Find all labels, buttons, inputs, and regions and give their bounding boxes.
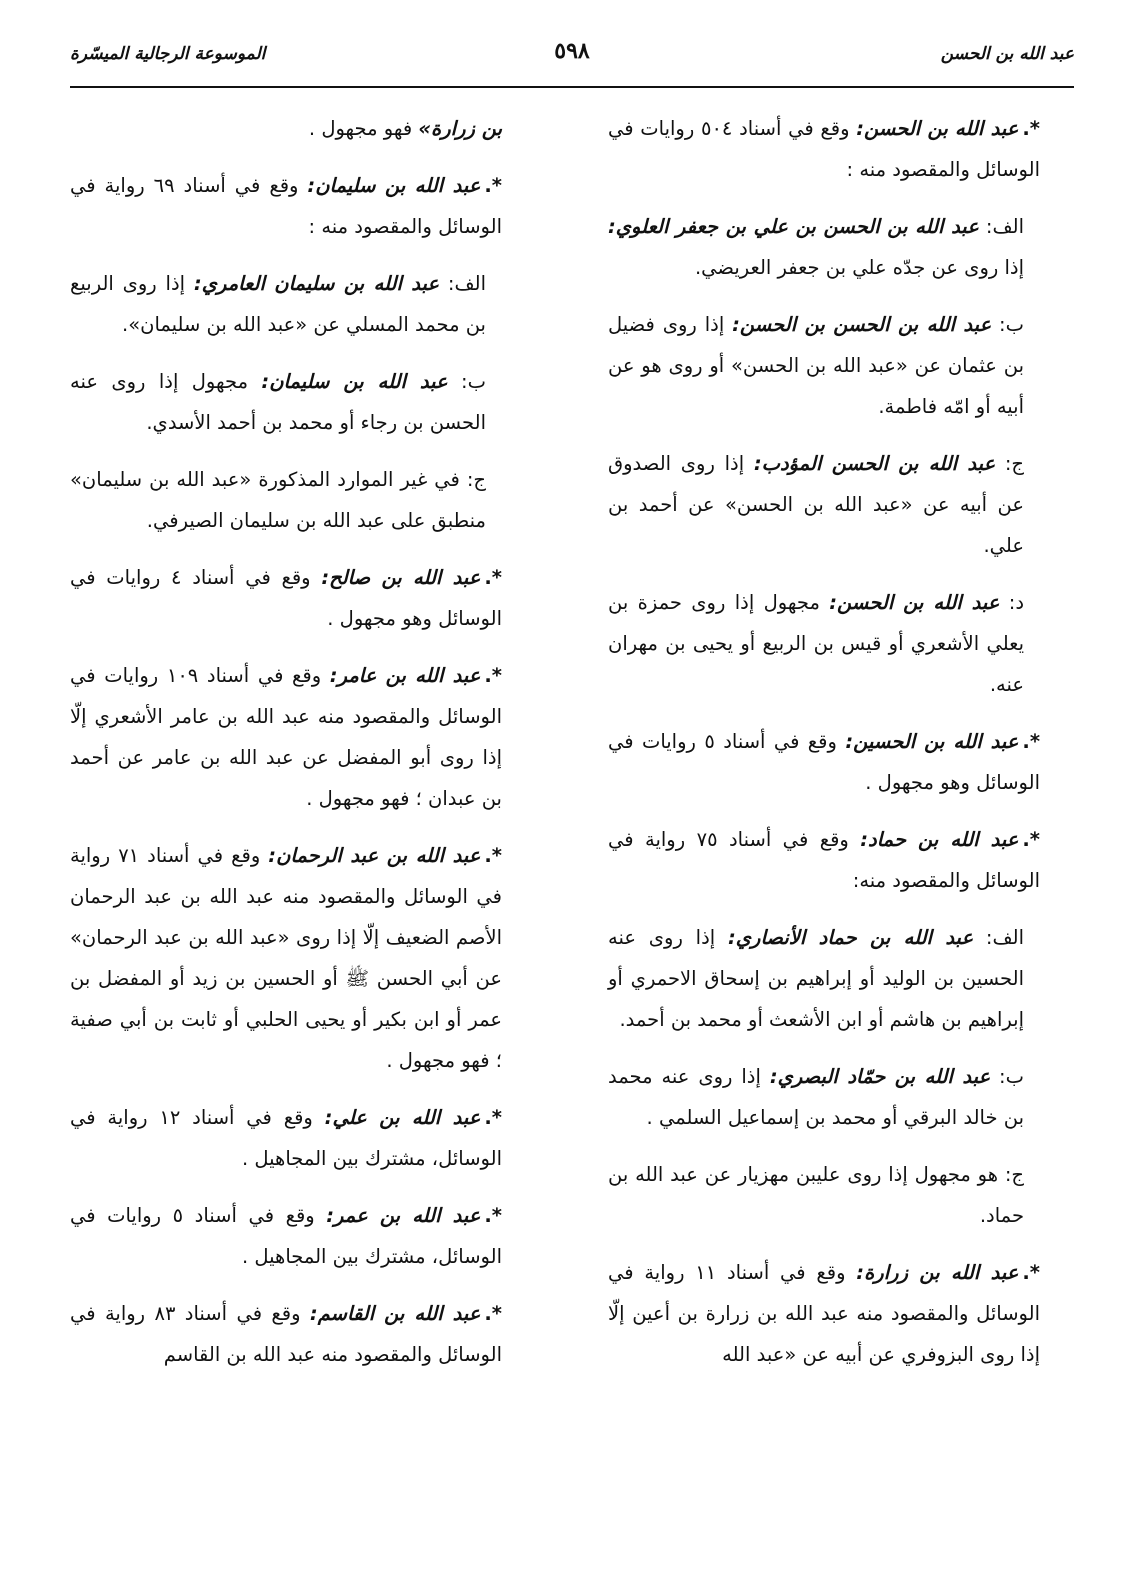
- narrator-name: عبد الله بن سليمان العامري:: [193, 272, 440, 295]
- narrator-name: عبد الله بن صالح:: [321, 566, 481, 589]
- narrator-name: عبد الله بن القاسم:: [309, 1302, 481, 1325]
- entry-bullet: *.: [484, 174, 502, 197]
- sub-prefix: ب:: [990, 1065, 1024, 1088]
- entry-paragraph: [608, 721, 1040, 803]
- narrator-name: عبد الله بن الحسن:: [856, 117, 1019, 140]
- entry-bullet: *.: [484, 664, 502, 687]
- entry-paragraph: [608, 819, 1040, 901]
- entry-text: في غير الموارد المذكورة «عبد الله بن سليمان» منطبق على عبد الله بن سليمان الصيرفي.: [70, 468, 486, 532]
- entry-text: وقع في أسناد ٦٩ رواية في الوسائل والمقصود منه :: [70, 174, 502, 238]
- entry-text: مجهول إذا روى حمزة بن يعلي الأشعري أو قيس بن الربيع أو يحيى بن مهران عنه.: [608, 591, 1024, 696]
- sub-prefix: د:: [999, 591, 1025, 614]
- sub-paragraph: [608, 917, 1024, 1040]
- sub-prefix: الف:: [973, 926, 1024, 949]
- continued-paragraph: [70, 108, 502, 149]
- entry-bullet: *.: [484, 1204, 502, 1227]
- entry-paragraph: [608, 108, 1040, 190]
- sub-prefix: الف:: [439, 272, 486, 295]
- entry-paragraph: [70, 1293, 502, 1375]
- entry-text: وقع في أسناد ١١ رواية في الوسائل والمقصود منه عبد الله بن زرارة بن أعين إلّا إذا روى البزوفري عن أبيه عن «عبد الله: [608, 1261, 1040, 1366]
- running-header: [70, 38, 1074, 78]
- entry-text: وقع في أسناد ٨٣ رواية في الوسائل والمقصود منه عبد الله بن القاسم: [70, 1302, 502, 1366]
- header-entry-title: عبد الله بن الحسن: [940, 44, 1074, 64]
- sub-paragraph: [608, 582, 1024, 705]
- sub-paragraph: [70, 361, 486, 443]
- narrator-name: عبد الله بن حماد:: [860, 828, 1019, 851]
- entry-paragraph: [70, 1195, 502, 1277]
- narrator-name: عبد الله بن عامر:: [329, 664, 481, 687]
- narrator-name: عبد الله بن حماد الأنصاري:: [727, 926, 974, 949]
- sub-paragraph: [70, 459, 486, 541]
- entry-paragraph: [70, 835, 502, 1081]
- sub-paragraph: [70, 263, 486, 345]
- entry-bullet: *.: [484, 844, 502, 867]
- narrator-name: عبد الله بن الحسن:: [829, 591, 1000, 614]
- entry-text: وقع في أسناد ٥٠٤ روايات في الوسائل والمقصود منه :: [608, 117, 1040, 181]
- narrator-name: عبد الله بن عمر:: [326, 1204, 481, 1227]
- entry-text: إذا روى فضيل بن عثمان عن «عبد الله بن الحسن» أو روى هو عن أبيه أو امّه فاطمة.: [608, 313, 1024, 418]
- entry-text: إذا روى عنه محمد بن خالد البرقي أو محمد بن إسماعيل السلمي .: [608, 1065, 1024, 1129]
- sub-prefix: الف:: [978, 215, 1024, 238]
- narrator-name: عبد الله بن الحسن المؤدب:: [753, 452, 996, 475]
- entry-text: وقع في أسناد ٧٥ رواية في الوسائل والمقصود منه:: [608, 828, 1040, 892]
- entry-paragraph: [608, 1252, 1040, 1375]
- entry-paragraph: [70, 557, 502, 639]
- entry-text: إذا روى الصدوق عن أبيه عن «عبد الله بن الحسن» عن أحمد بن علي.: [608, 452, 1024, 557]
- entry-text: وقع في أسناد ٧١ رواية في الوسائل والمقصود منه عبد الله بن عبد الرحمان الأصم الضعيف إلّا إذا روى «عبد الله بن عبد الرحمان» عن أبي الحسن ﷺ أو الحسين بن زيد أو المفضل بن عمر أو ابن بكير أو يحيى الحلبي أو ثابت بن أبي صفية ؛ فهو مجهول .: [70, 844, 502, 1072]
- entry-bullet: *.: [1022, 730, 1041, 753]
- entry-bullet: *.: [1022, 1261, 1040, 1284]
- entry-text: هو مجهول إذا روى عليبن مهزيار عن عبد الله بن حماد.: [608, 1163, 1024, 1227]
- entry-text: وقع في أسناد ١٠٩ روايات في الوسائل والمقصود منه عبد الله بن عامر الأشعري إلّا إذا روى أبو المفضل عن عبد الله بن عامر عن أحمد بن عبدان ؛ فهو مجهول .: [70, 664, 502, 810]
- left-column: [70, 108, 502, 1391]
- sub-paragraph: [608, 443, 1024, 566]
- entry-bullet: *.: [484, 1302, 502, 1325]
- entry-text: وقع في أسناد ١٢ رواية في الوسائل، مشترك بين المجاهيل .: [70, 1106, 502, 1170]
- entry-paragraph: [70, 165, 502, 247]
- entry-paragraph: [70, 655, 502, 819]
- narrator-name: عبد الله بن علي:: [324, 1106, 481, 1129]
- sub-paragraph: [608, 1154, 1024, 1236]
- narrator-name: بن زرارة»: [418, 117, 502, 140]
- narrator-name: عبد الله بن زرارة:: [856, 1261, 1019, 1284]
- narrator-name: عبد الله بن الحسين:: [845, 730, 1019, 753]
- narrator-name: عبد الله بن سليمان:: [307, 174, 481, 197]
- sub-prefix: ج:: [459, 468, 486, 491]
- entry-text: إذا روى عنه الحسين بن الوليد أو إبراهيم بن إسحاق الاحمري أو إبراهيم بن هاشم أو ابن الأشعث أو محمد بن أحمد.: [608, 926, 1024, 1031]
- entry-bullet: *.: [1022, 828, 1040, 851]
- right-column: [608, 108, 1040, 1391]
- narrator-name: عبد الله بن حمّاد البصري:: [769, 1065, 991, 1088]
- header-divider: [70, 86, 1074, 88]
- entry-text: إذا روى عن جدّه علي بن جعفر العريضي.: [694, 256, 1024, 279]
- entry-bullet: *.: [484, 566, 502, 589]
- sub-prefix: ج:: [998, 1163, 1025, 1186]
- sub-prefix: ب:: [447, 370, 486, 393]
- entry-text: فهو مجهول .: [308, 117, 419, 140]
- narrator-name: عبد الله بن سليمان:: [261, 370, 448, 393]
- entry-bullet: *.: [484, 1106, 502, 1129]
- sub-prefix: ج:: [995, 452, 1025, 475]
- header-book-title: الموسوعة الرجالية الميسّرة: [70, 44, 266, 64]
- sub-paragraph: [608, 304, 1024, 427]
- entry-bullet: *.: [1022, 117, 1040, 140]
- narrator-name: عبد الله بن الحسن بن علي بن جعفر العلوي:: [608, 215, 979, 238]
- entry-text: مجهول إذا روى عنه الحسن بن رجاء أو محمد بن أحمد الأسدي.: [70, 370, 486, 434]
- entry-paragraph: [70, 1097, 502, 1179]
- entry-text: وقع في أسناد ٥ روايات في الوسائل وهو مجهول .: [608, 730, 1040, 794]
- page-number: ٥٩٨: [554, 38, 590, 64]
- sub-prefix: ب:: [991, 313, 1024, 336]
- entry-text: إذا روى الربيع بن محمد المسلي عن «عبد الله بن سليمان».: [70, 272, 486, 336]
- sub-paragraph: [608, 206, 1024, 288]
- narrator-name: عبد الله بن الحسن بن الحسن:: [732, 313, 992, 336]
- entry-text: وقع في أسناد ٥ روايات في الوسائل، مشترك بين المجاهيل .: [70, 1204, 502, 1268]
- sub-paragraph: [608, 1056, 1024, 1138]
- narrator-name: عبد الله بن عبد الرحمان:: [268, 844, 481, 867]
- entry-text: وقع في أسناد ٤ روايات في الوسائل وهو مجهول .: [70, 566, 502, 630]
